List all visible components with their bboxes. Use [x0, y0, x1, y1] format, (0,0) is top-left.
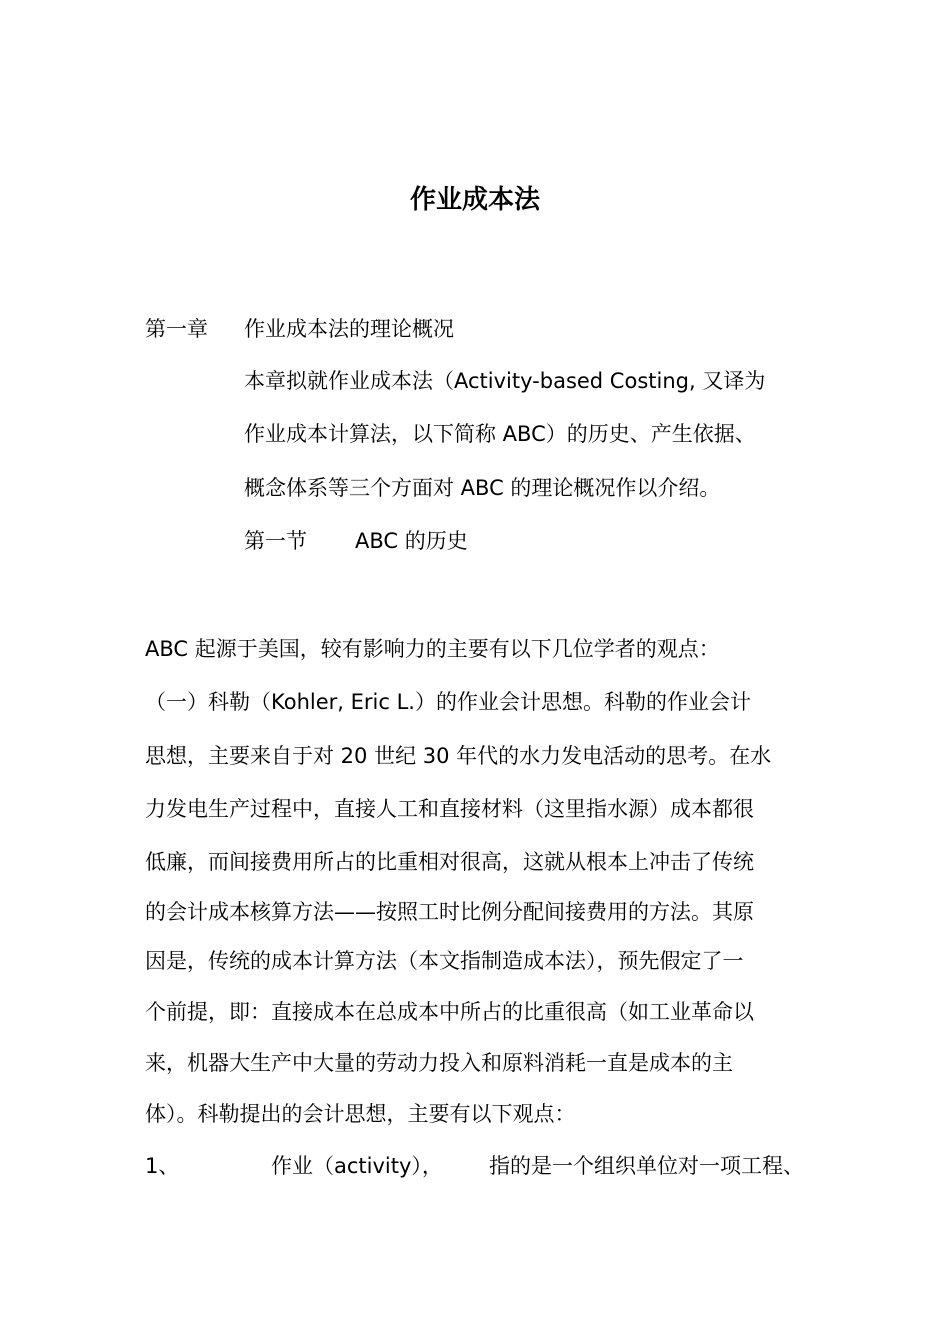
body-line: 思想，主要来自于对 20 世纪 30 年代的水力发电活动的思考。在水 — [145, 744, 772, 768]
chapter-number: 第一章 — [145, 317, 208, 341]
body-line: 力发电生产过程中，直接人工和直接材料（这里指水源）成本都很 — [145, 797, 754, 821]
body-line: 体）。科勒提出的会计思想，主要有以下观点： — [145, 1102, 576, 1126]
section-number: 第一节 — [244, 529, 307, 553]
list-item-term: 作业（activity）， — [271, 1154, 443, 1178]
body-line: 的会计成本核算方法——按照工时比例分配间接费用的方法。其原 — [145, 900, 754, 924]
body-line: 来，机器大生产中大量的劳动力投入和原料消耗一直是成本的主 — [145, 1051, 733, 1075]
body-line: 因是，传统的成本计算方法（本文指制造成本法），预先假定了一 — [145, 949, 744, 973]
list-item-number: 1、 — [145, 1154, 180, 1178]
section-title: ABC 的历史 — [355, 529, 468, 553]
body-line: 个前提，即：直接成本在总成本中所占的比重很高（如工业革命以 — [145, 1000, 754, 1024]
intro-line: 本章拟就作业成本法（Activity-based Costing, 又译为 — [244, 369, 766, 393]
intro-line: 作业成本计算法，以下简称 ABC）的历史、产生依据、 — [244, 422, 756, 446]
document-title: 作业成本法 — [409, 185, 540, 215]
intro-line: 概念体系等三个方面对 ABC 的理论概况作以介绍。 — [244, 476, 721, 500]
chapter-title: 作业成本法的理论概况 — [244, 317, 454, 341]
body-line: 低廉，而间接费用所占的比重相对很高，这就从根本上冲击了传统 — [145, 850, 754, 874]
body-line: ABC 起源于美国，较有影响力的主要有以下几位学者的观点： — [145, 637, 720, 661]
list-item-definition: 指的是一个组织单位对一项工程、 — [489, 1154, 804, 1178]
body-line: （一）科勒（Kohler, Eric L.）的作业会计思想。科勒的作业会计 — [145, 690, 751, 714]
